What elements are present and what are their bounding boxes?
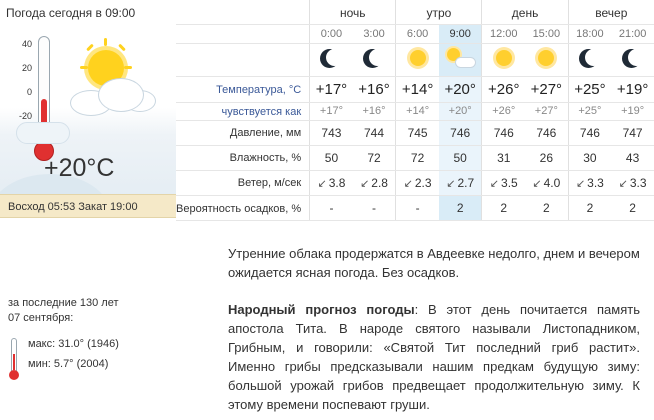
hour-cell-7[interactable]: 21:00 — [611, 25, 654, 44]
scale-tick-20: 20 — [21, 63, 32, 73]
humidity-6: 30 — [568, 146, 611, 171]
forecast-table-wrapper — [176, 0, 654, 220]
precipitation-4: 2 — [482, 196, 525, 221]
folk-forecast-text: : В этот день почитается память апостола Тита. В народе святого называли Листопадником, Грибным, и говорили: «Святой Тит последний гриб растит». Именно грибы предсказывали нашим предкам будущую зиму: большой урожай грибов предвещает продолжительную зиму. К этому времени поспевают груши. — [228, 302, 640, 412]
wind-direction-icon: ↙ — [575, 178, 586, 190]
weather-icon-5 — [525, 44, 568, 77]
part-of-day-day: день — [482, 0, 568, 25]
precipitation-6: 2 — [568, 196, 611, 221]
wind-4 — [482, 171, 525, 196]
wind-speed-0: 3.8 — [328, 176, 346, 190]
weather-icon-6 — [568, 44, 611, 77]
wind-direction-icon: ↙ — [532, 178, 542, 190]
temperature-2: +14° — [396, 77, 439, 103]
hour-cell-3[interactable]: 9:00 — [439, 25, 482, 44]
table-row-hours — [176, 25, 654, 44]
pressure-5: 746 — [525, 121, 568, 146]
humidity-7: 43 — [611, 146, 654, 171]
table-row-wind — [176, 171, 654, 196]
sun-ray-icon — [124, 66, 132, 69]
precipitation-1: - — [353, 196, 396, 221]
table-row-pressure — [176, 121, 654, 146]
cloud-icon — [70, 78, 156, 112]
pressure-2: 745 — [396, 121, 439, 146]
pressure-3: 746 — [439, 121, 482, 146]
precipitation-2: - — [396, 196, 439, 221]
temperature-4: +26° — [482, 77, 525, 103]
scale-tick-0: 0 — [26, 87, 32, 97]
wind-1 — [353, 171, 396, 196]
precipitation-0: - — [310, 196, 353, 221]
row-label-feels-like: чувствуется как — [176, 103, 310, 121]
sunrise-sunset-bar: Восход 05:53 Закат 19:00 — [0, 194, 176, 218]
humidity-5: 26 — [525, 146, 568, 171]
feels-like-1: +16° — [353, 103, 396, 121]
wind-direction-icon: ↙ — [446, 178, 456, 190]
sun-ray-icon — [86, 44, 94, 52]
wind-3 — [439, 171, 482, 196]
table-row-parts — [176, 0, 654, 25]
temperature-6: +25° — [568, 77, 611, 103]
humidity-1: 72 — [353, 146, 396, 171]
history-heading-line2: 07 сентября: — [8, 312, 74, 324]
pressure-4: 746 — [482, 121, 525, 146]
wind-speed-2: 2.3 — [414, 176, 432, 190]
feels-like-0: +17° — [310, 103, 353, 121]
humidity-4: 31 — [482, 146, 525, 171]
row-label-precipitation: Вероятность осадков, % — [176, 196, 310, 221]
precipitation-7: 2 — [611, 196, 654, 221]
weather-icon-3 — [439, 44, 482, 77]
wind-7 — [611, 171, 654, 196]
pressure-0: 743 — [310, 121, 353, 146]
feels-like-2: +14° — [396, 103, 439, 121]
mini-thermometer-icon — [8, 338, 20, 382]
part-of-day-morning: утро — [396, 0, 482, 25]
wind-direction-icon: ↙ — [317, 178, 327, 190]
record-max: макс: 31.0° (1946) — [28, 338, 119, 350]
wind-speed-4: 3.5 — [501, 176, 518, 190]
table-row-temperature — [176, 77, 654, 103]
feels-like-5: +27° — [525, 103, 568, 121]
temperature-5: +27° — [525, 77, 568, 103]
row-label-wind: Ветер, м/сек — [176, 171, 310, 196]
scale-tick-40: 40 — [21, 39, 32, 49]
temperature-0: +17° — [310, 77, 353, 103]
humidity-0: 50 — [310, 146, 353, 171]
hour-cell-0[interactable]: 0:00 — [310, 25, 353, 44]
temperature-3: +20° — [439, 77, 482, 103]
scale-tick-minus20: -20 — [18, 111, 32, 121]
wind-direction-icon: ↙ — [489, 178, 500, 190]
folk-forecast — [228, 300, 640, 414]
wind-speed-5: 4.0 — [543, 176, 561, 190]
pressure-7: 747 — [611, 121, 654, 146]
folk-forecast-title: Народный прогноз погоды — [228, 302, 415, 317]
wind-speed-1: 2.8 — [371, 176, 388, 190]
sun-ray-icon — [104, 38, 107, 46]
hour-cell-2[interactable]: 6:00 — [396, 25, 439, 44]
feels-like-4: +26° — [482, 103, 525, 121]
row-label-pressure: Давление, мм — [176, 121, 310, 146]
table-row-precipitation — [176, 196, 654, 221]
weather-illustration — [0, 26, 176, 208]
part-of-day-night: ночь — [310, 0, 396, 25]
sun-ray-icon — [80, 66, 88, 69]
wind-direction-icon: ↙ — [403, 178, 413, 190]
temperature-1: +16° — [353, 77, 396, 103]
weather-icon-0 — [310, 44, 353, 77]
wind-direction-icon: ↙ — [360, 178, 370, 190]
table-row-humidity — [176, 146, 654, 171]
weather-icon-4 — [482, 44, 525, 77]
part-of-day-evening: вечер — [568, 0, 654, 25]
pressure-6: 746 — [568, 121, 611, 146]
history-heading-line1: за последние 130 лет — [8, 297, 119, 309]
wind-5 — [525, 171, 568, 196]
row-label-humidity: Влажность, % — [176, 146, 310, 171]
precipitation-5: 2 — [525, 196, 568, 221]
hour-cell-5[interactable]: 15:00 — [525, 25, 568, 44]
forecast-table — [176, 0, 654, 221]
precipitation-3: 2 — [439, 196, 482, 221]
humidity-3: 50 — [439, 146, 482, 171]
hour-cell-6[interactable]: 18:00 — [568, 25, 611, 44]
wind-0 — [310, 171, 353, 196]
weather-icon-1 — [353, 44, 396, 77]
sun-ray-icon — [118, 44, 126, 52]
wind-6 — [568, 171, 611, 196]
page-title: Погода сегодня в 09:00 — [6, 6, 136, 20]
feels-like-6: +25° — [568, 103, 611, 121]
pressure-1: 744 — [353, 121, 396, 146]
cloud-icon — [16, 122, 70, 144]
weather-icon-7 — [611, 44, 654, 77]
record-min: мин: 5.7° (2004) — [28, 358, 109, 370]
feels-like-3: +20° — [439, 103, 482, 121]
wind-speed-6: 3.3 — [587, 176, 604, 190]
hour-cell-1[interactable]: 3:00 — [353, 25, 396, 44]
wind-speed-7: 3.3 — [629, 176, 647, 190]
table-row-icons — [176, 44, 654, 77]
feels-like-7: +19° — [611, 103, 654, 121]
wind-speed-3: 2.7 — [457, 176, 475, 190]
forecast-description: Утренние облака продержатся в Авдеевке недолго, днем и вечером ожидается ясная погода. Без осадков. — [228, 246, 640, 280]
wind-2 — [396, 171, 439, 196]
history-heading — [8, 296, 176, 326]
wind-direction-icon: ↙ — [618, 178, 628, 190]
row-label-temperature: Температура, °C — [176, 77, 310, 103]
left-panel — [0, 0, 176, 420]
humidity-2: 72 — [396, 146, 439, 171]
weather-icon-2 — [396, 44, 439, 77]
hour-cell-4[interactable]: 12:00 — [482, 25, 525, 44]
current-temperature: +20°C — [44, 154, 115, 182]
temperature-7: +19° — [611, 77, 654, 103]
table-row-feels-like — [176, 103, 654, 121]
